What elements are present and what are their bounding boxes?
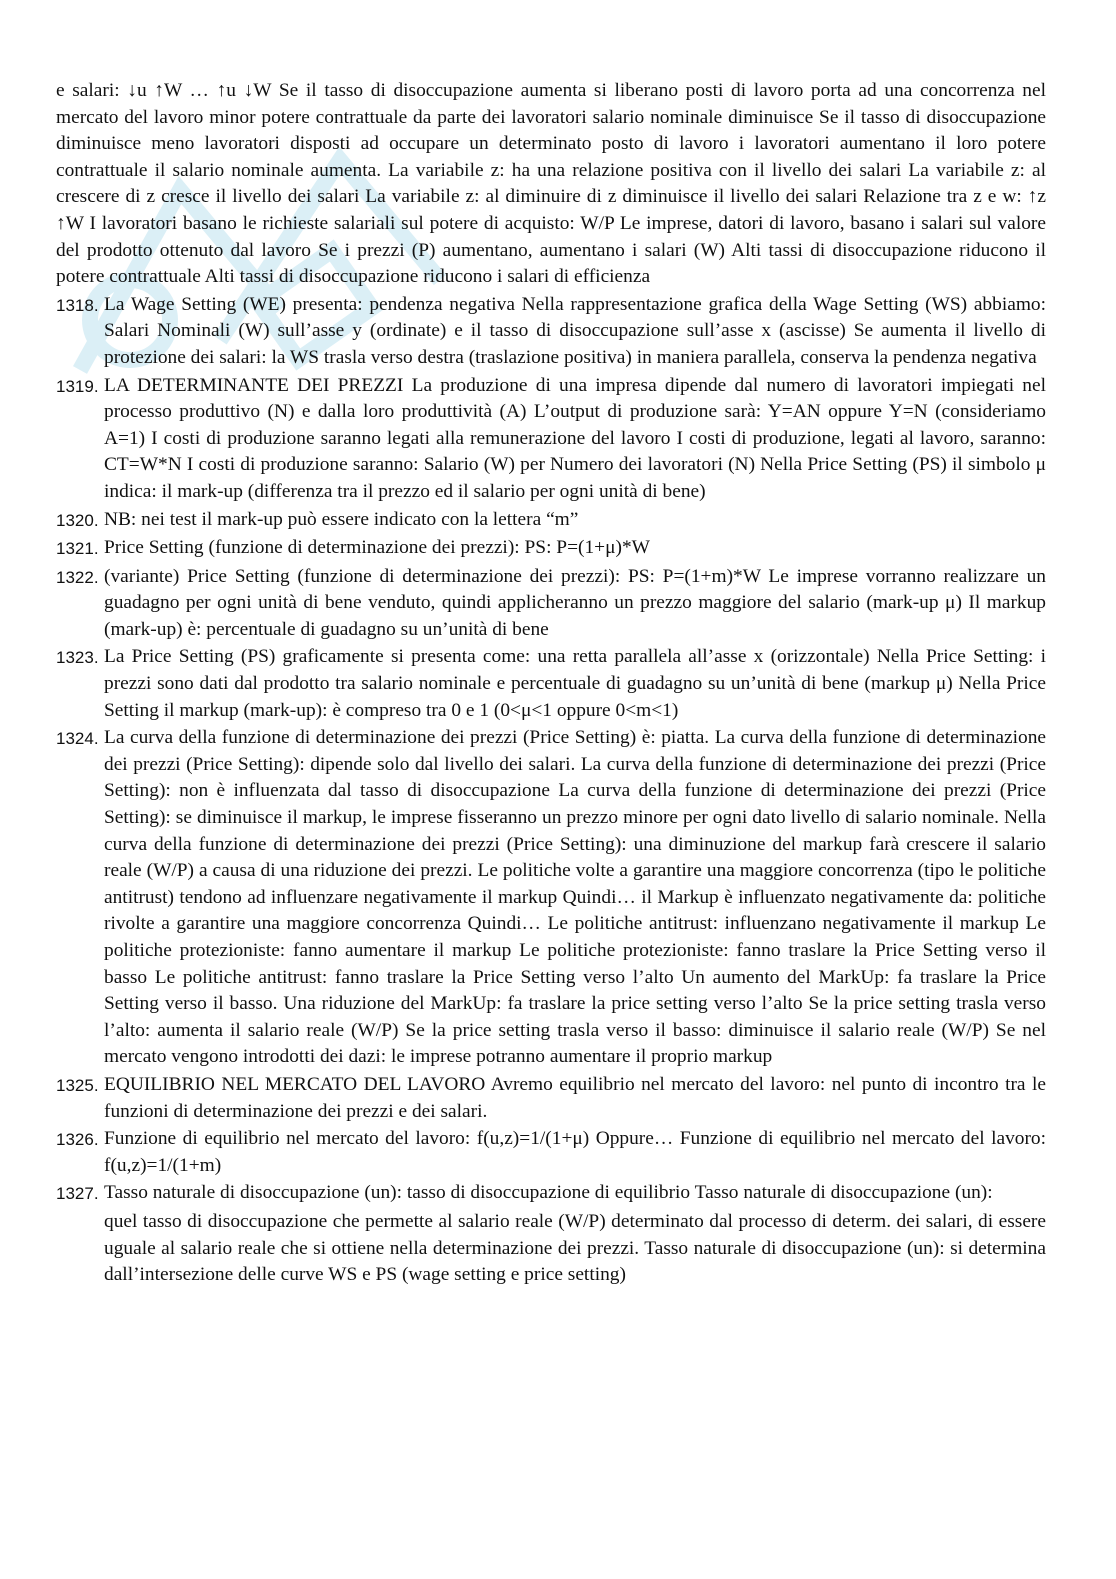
item-number: 1318. (56, 295, 99, 315)
continuation-paragraph: quel tasso di disoccupazione che permette al salario reale (W/P) determinato dal processo di determ. dei salari, di essere uguale al salario reale che si ottiene nella determinazione dei prezzi. Tasso naturale di disoccupazione (un): si determina dall’intersezione delle curve WS e PS (wage setting e price setting) (104, 1210, 1046, 1286)
list-item (56, 564, 1046, 644)
list-item (56, 725, 1046, 1071)
item-text: Price Setting (funzione di determinazione dei prezzi): PS: P=(1+μ)*W (104, 537, 650, 559)
item-number: 1320. (56, 510, 99, 530)
item-number: 1321. (56, 539, 99, 559)
item-text: LA DETERMINANTE DEI PREZZI La produzione di una impresa dipende dal numero di lavoratori impiegati nel processo produttivo (N) e dalla loro produttività (A) L’output di produzione sarà: Y=AN oppure Y=N (consideriamo A=1) I costi di produzione saranno legati alla remunerazione del lavoro I costi di produzione, legati al lavoro, saranno: CT=W*N I costi di produzione saranno: Salario (W) per Numero dei lavoratori (N) Nella Price Setting (PS) il simbolo μ indica: il mark-up (differenza tra il prezzo ed il salario per ogni unità di bene) (104, 374, 1046, 502)
item-text: NB: nei test il mark-up può essere indicato con la lettera “m” (104, 508, 579, 530)
item-number: 1326. (56, 1130, 99, 1150)
item-number: 1324. (56, 729, 99, 749)
item-number: 1319. (56, 376, 99, 396)
item-text: (variante) Price Setting (funzione di determinazione dei prezzi): PS: P=(1+m)*W Le imprese vorranno realizzare un guadagno per ogni unità di bene venduto, quindi applicheranno un prezzo maggiore del salario (mark-up μ) Il markup (mark-up) è: percentuale di guadagno su un’unità di bene (104, 565, 1046, 640)
item-text: EQUILIBRIO NEL MERCATO DEL LAVORO Avremo equilibrio nel mercato del lavoro: nel punto di incontro tra le funzioni di determinazione dei prezzi e dei salari. (104, 1073, 1046, 1122)
list-item (56, 373, 1046, 506)
list-item (56, 507, 1046, 535)
item-text: La Price Setting (PS) graficamente si presenta come: una retta parallela all’asse x (orizzontale) Nella Price Setting: i prezzi sono dati dal prodotto tra salario nominale e percentuale di guadagno su un’unità di bene (markup μ) Nella Price Setting il markup (mark-up): è compreso tra 0 e 1 (0<μ<1 oppure 0<m<1) (104, 646, 1046, 721)
item-number: 1322. (56, 567, 99, 587)
list-item (56, 292, 1046, 372)
list-item (56, 644, 1046, 724)
item-text: La curva della funzione di determinazione dei prezzi (Price Setting) è: piatta. La curva della funzione di determinazione dei prezzi (Price Setting): dipende solo dal livello dei salari. La curva della funzione di determinazione dei prezzi (Price Setting): non è influenzata dal tasso di disoccupazione La curva della funzione di determinazione dei prezzi (Price Setting): se diminuisce il markup, le imprese fisseranno un prezzo minore per ogni dato livello di salario nominale. Nella curva della funzione di determinazione dei prezzi (Price Setting): una diminuzione del markup farà crescere il salario reale (W/P) a causa di una riduzione dei prezzi. Le politiche volte a garantire una maggiore concorrenza (tipo le politiche antitrust) tendono ad influenzare negativamente il markup Quindi… il Markup è influenzato negativamente da: politiche rivolte a garantire una maggiore concorrenza Quindi… Le politiche antitrust: influenzano negativamente il markup Le politiche protezioniste: fanno aumentare il markup Le politiche protezioniste: fanno traslare la Price Setting verso il basso Le politiche antitrust: fanno traslare la Price Setting verso l’alto Un aumento del MarkUp: fa traslare la Price Setting verso il basso. Una riduzione del MarkUp: fa traslare la price setting verso l’alto Se la price setting trasla verso l’alto: aumenta il salario reale (W/P) Se la price setting trasla verso il basso: diminuisce il salario reale (W/P) Se nel mercato vengono introdotti dei dazi: le imprese potranno aumentare il proprio markup (104, 727, 1046, 1068)
item-number: 1327. (56, 1184, 99, 1204)
item-number: 1323. (56, 648, 99, 668)
list-item (56, 535, 1046, 563)
item-text: La Wage Setting (WE) presenta: pendenza negativa Nella rappresentazione grafica della Wage Setting (WS) abbiamo: Salari Nominali (W) sull’asse y (ordinate) e il tasso di disoccupazione sull’asse x (ascisse) Se aumenta il livello di protezione dei salari: la WS trasla verso destra (traslazione positiva) in maniera parallela, conserva la pendenza negativa (104, 293, 1046, 368)
list-item (56, 1126, 1046, 1179)
document-body (56, 78, 1046, 1289)
numbered-list (56, 292, 1046, 1208)
item-text: Tasso naturale di disoccupazione (un): tasso di disoccupazione di equilibrio Tasso naturale di disoccupazione (un): (104, 1182, 993, 1204)
item-number: 1325. (56, 1075, 99, 1095)
item-text: Funzione di equilibrio nel mercato del lavoro: f(u,z)=1/(1+μ) Oppure… Funzione di equilibrio nel mercato del lavoro: f(u,z)=1/(1+m) (104, 1128, 1046, 1176)
intro-paragraph: e salari: ↓u ↑W … ↑u ↓W Se il tasso di disoccupazione aumenta si liberano posti di lavoro porta ad una concorrenza nel mercato del lavoro minor potere contrattuale da parte dei lavoratori salario nominale diminuisce Se il tasso di disoccupazione diminuisce meno lavoratori disposti ad occupare un determinato posto di lavoro i lavoratori aumentano il loro potere contrattuale il salario nominale aumenta. La variabile z: ha una relazione positiva con il livello dei salari La variabile z: al crescere di z cresce il livello dei salari La variabile z: al diminuire di z diminuisce il livello dei salari Relazione tra z e w: ↑z ↑W I lavoratori basano le richieste salariali sul potere di acquisto: W/P Le imprese, datori di lavoro, basano i salari sul valore del prodotto ottenuto dal lavoro Se i prezzi (P) aumentano, aumentano i salari (W) Alti tassi di disoccupazione riducono il potere contrattuale Alti tassi di disoccupazione riducono i salari di efficienza (56, 80, 1046, 288)
list-item (56, 1072, 1046, 1125)
list-item (56, 1180, 1046, 1208)
